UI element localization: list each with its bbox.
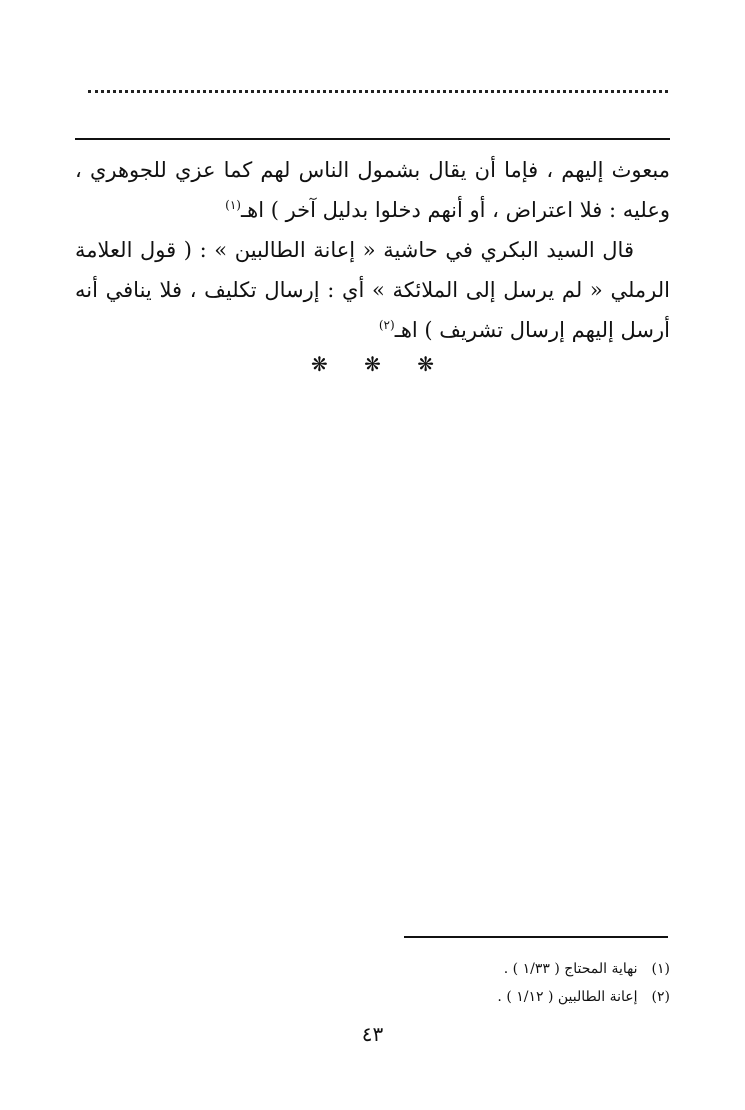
star-ornament-icon: ❋ xyxy=(417,352,434,376)
footnote-ref-1: (١) xyxy=(225,198,241,212)
paragraph-1 xyxy=(75,150,670,230)
header-rule xyxy=(75,138,670,140)
paragraph-2 xyxy=(75,230,670,350)
footnotes xyxy=(300,955,670,1011)
paragraph-1-text: مبعوث إليهم ، فإما أن يقال بشمول الناس لهم كما عزي للجوهري ، وعليه : فلا اعتراض ، أو أنهم دخلوا بدليل آخر ) اهـ xyxy=(75,158,670,222)
section-separator xyxy=(0,352,745,376)
main-text xyxy=(75,150,670,350)
footnote-1 xyxy=(300,955,670,983)
paragraph-2-text: قال السيد البكري في حاشية « إعانة الطالبين » : ( قول العلامة الرملي « لم يرسل إلى الملائكة » أي : إرسال تكليف ، فلا ينافي أنه أرسل إليهم إرسال تشريف ) اهـ xyxy=(75,238,670,342)
page-number: ٤٣ xyxy=(361,1022,384,1046)
footnote-rule xyxy=(404,936,668,938)
footnote-2 xyxy=(300,983,670,1011)
footnote-ref-2: (٢) xyxy=(378,318,395,332)
star-ornament-icon: ❋ xyxy=(310,352,328,376)
footnote-2-number: (٢) xyxy=(651,989,670,1005)
footnote-1-text: نهاية المحتاج ( ١/٣٣ ) . xyxy=(503,961,638,977)
footnote-2-text: إعانة الطالبين ( ١/١٢ ) . xyxy=(497,989,638,1005)
footnote-1-number: (١) xyxy=(651,961,670,977)
star-ornament-icon: ❋ xyxy=(364,352,381,376)
header-dotted-line xyxy=(88,90,668,93)
